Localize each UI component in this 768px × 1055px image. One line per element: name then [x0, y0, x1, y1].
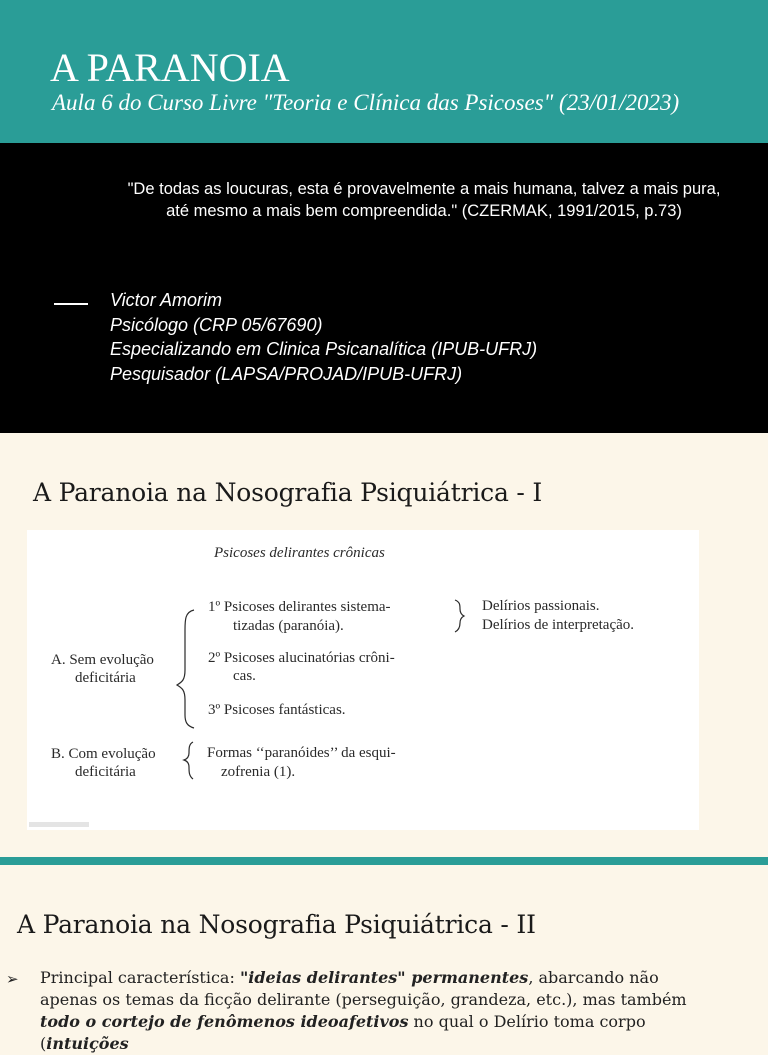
author-block [110, 288, 537, 386]
scan-watermark [29, 822, 89, 827]
slide-subtitle: Aula 6 do Curso Livre "Teoria e Clínica das Psicoses" (23/01/2023) [52, 90, 680, 115]
table-note: Delírios de interpretação. [482, 617, 635, 633]
table-item: 2º Psicoses alucinatórias crôni- [208, 650, 395, 666]
bullet-text: Principal característica: [40, 968, 240, 987]
arrow-bullet-icon: ➢ [6, 970, 19, 988]
table-header: Psicoses delirantes crônicas [214, 545, 385, 561]
title-banner [0, 0, 768, 143]
group-b-label: B. Com evolução [51, 746, 156, 762]
group-a-label: A. Sem evolução [51, 652, 154, 668]
bullet-text: no qual o Delírio toma corpo ( [40, 1012, 646, 1053]
table-note: Delírios passionais. [482, 598, 600, 614]
scanned-classification-table [27, 530, 699, 830]
epigraph-quote [118, 178, 730, 222]
author-role: Psicólogo (CRP 05/67690) [110, 314, 323, 335]
brace-icon [455, 600, 464, 632]
slide-title: A Paranoia na Nosografia Psiquiátrica - I [33, 478, 543, 507]
bullet-emphasis: "ideias delirantes" permanentes [239, 968, 529, 987]
slide-divider [0, 857, 768, 865]
quote-citation: (CZERMAK, 1991/2015, p.73) [457, 202, 682, 220]
author-role: Pesquisador (LAPSA/PROJAD/IPUB-UFRJ) [110, 363, 463, 384]
group-b-label: deficitária [75, 764, 136, 780]
bullet-paragraph [40, 967, 720, 1055]
brace-icon [177, 610, 194, 728]
bullet-emphasis: intuições [46, 1034, 129, 1053]
author-role: Especializando em Clinica Psicanalítica (IPUB-UFRJ) [110, 339, 538, 359]
quote-text: "De todas as loucuras, esta é provavelmente a mais humana, talvez a mais pura, até mesmo a mais bem compreendida." [127, 180, 721, 220]
bullet-emphasis: todo o cortejo de fenômenos ideoafetivos [40, 1012, 409, 1031]
slide-title: A Paranoia na Nosografia Psiquiátrica - II [17, 910, 536, 939]
brace-icon [184, 742, 193, 779]
slide-title: A PARANOIA [50, 45, 290, 90]
table-item: tizadas (paranóia). [233, 618, 344, 634]
author-name: Victor Amorim [110, 290, 223, 310]
bullet-text: , abarcando não apenas os temas da ficção delirante (perseguição, grandeza, etc.), mas também [40, 968, 687, 1009]
table-item: Formas ‘‘paranóides’’ da esqui- [207, 745, 396, 761]
table-item: 1º Psicoses delirantes sistema- [208, 599, 391, 615]
author-dash [54, 303, 88, 305]
table-item: zofrenia (1). [221, 764, 296, 780]
table-item: 3º Psicoses fantásticas. [208, 702, 346, 718]
quote-panel [0, 143, 768, 433]
group-a-label: deficitária [75, 670, 136, 686]
table-item: cas. [233, 668, 256, 684]
